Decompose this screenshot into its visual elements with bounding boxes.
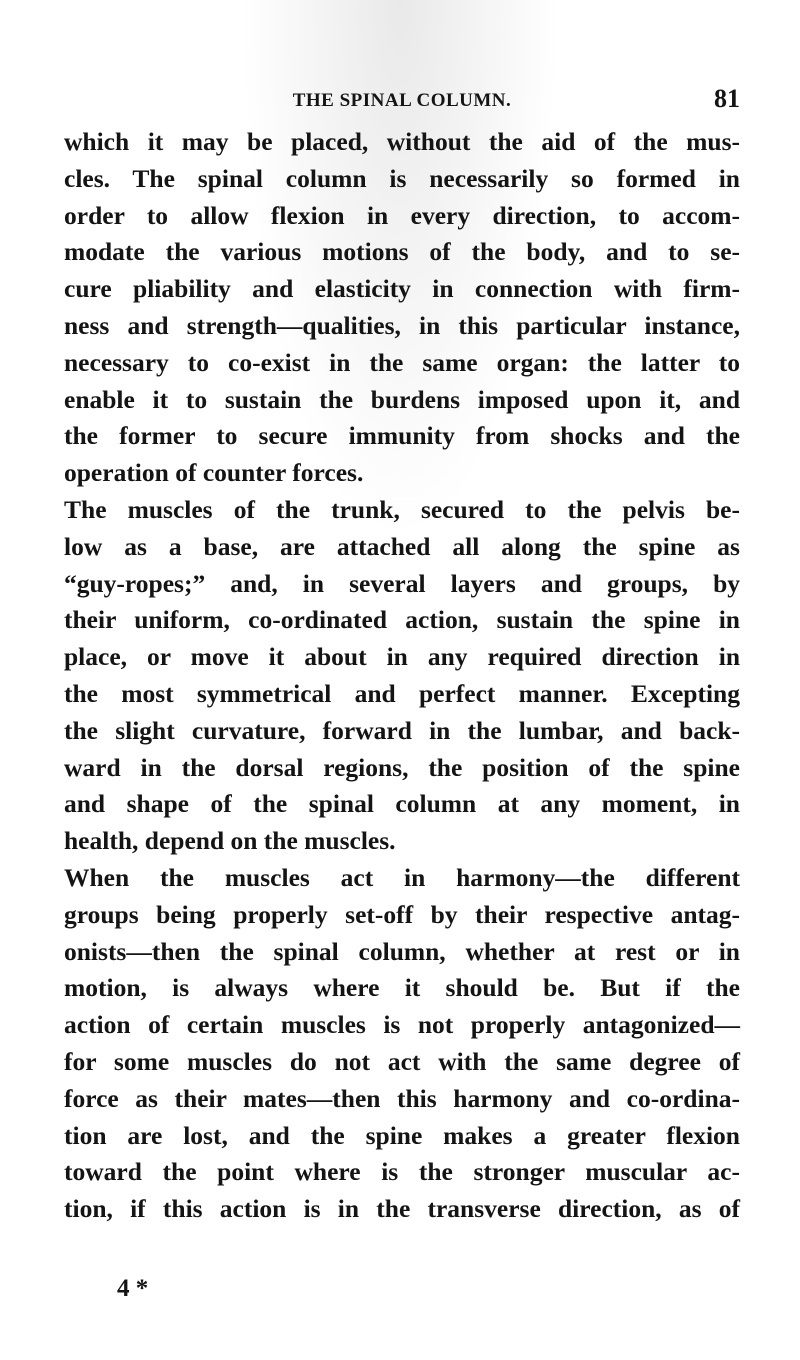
text-line: “guy-ropes;” and, in several layers and groups, by <box>64 568 740 598</box>
text-line: motion, is always where it should be. But if the <box>64 973 740 1003</box>
text-line: cure pliability and elasticity in connection with firm- <box>64 274 740 304</box>
text-line: their uniform, co-ordinated action, sustain the spine in <box>64 605 740 635</box>
running-head <box>64 86 740 116</box>
text-line: enable it to sustain the burdens imposed upon it, and <box>64 384 740 414</box>
text-line: cles. The spinal column is necessarily so formed in <box>64 163 740 193</box>
text-line: force as their mates—then this harmony and co-ordina- <box>64 1083 740 1113</box>
text-line: When the muscles act in harmony—the different <box>64 862 740 892</box>
text-line: tion, if this action is in the transverse direction, as of <box>64 1194 740 1224</box>
signature-mark: 4 * <box>117 1275 149 1302</box>
text-line: modate the various motions of the body, and to se- <box>64 237 740 267</box>
text-line: health, depend on the muscles. <box>64 826 396 856</box>
text-line: operation of counter forces. <box>64 458 364 488</box>
text-line: which it may be placed, without the aid of the mus- <box>64 127 740 156</box>
text-line: action of certain muscles is not properly antagonized— <box>64 1010 740 1040</box>
running-title: THE SPINAL COLUMN. <box>292 90 512 111</box>
text-line: tion are lost, and the spine makes a greater flexion <box>64 1120 740 1150</box>
text-line: ness and strength—qualities, in this particular instance, <box>64 310 740 340</box>
text-line: groups being properly set-off by their respective antag- <box>64 899 740 929</box>
text-line: and shape of the spinal column at any moment, in <box>64 789 740 819</box>
text-line: toward the point where is the stronger muscular ac- <box>64 1157 740 1187</box>
text-line: The muscles of the trunk, secured to the pelvis be- <box>64 494 740 524</box>
text-line: ward in the dorsal regions, the position of the spine <box>64 752 740 782</box>
page-number: 81 <box>714 84 740 113</box>
text-line: place, or move it about in any required direction in <box>64 642 740 672</box>
text-line: low as a base, are attached all along the spine as <box>64 531 740 561</box>
text-line: the former to secure immunity from shocks and the <box>64 421 740 451</box>
text-line: the most symmetrical and perfect manner. Excepting <box>64 678 740 708</box>
text-line: for some muscles do not act with the same degree of <box>64 1046 740 1076</box>
text-line: order to allow flexion in every direction, to accom- <box>64 200 740 230</box>
body-text <box>64 124 740 1228</box>
text-line: the slight curvature, forward in the lumbar, and back- <box>64 715 740 745</box>
text-line: necessary to co-exist in the same organ: the latter to <box>64 347 740 377</box>
text-line: onists—then the spinal column, whether at rest or in <box>64 936 740 966</box>
